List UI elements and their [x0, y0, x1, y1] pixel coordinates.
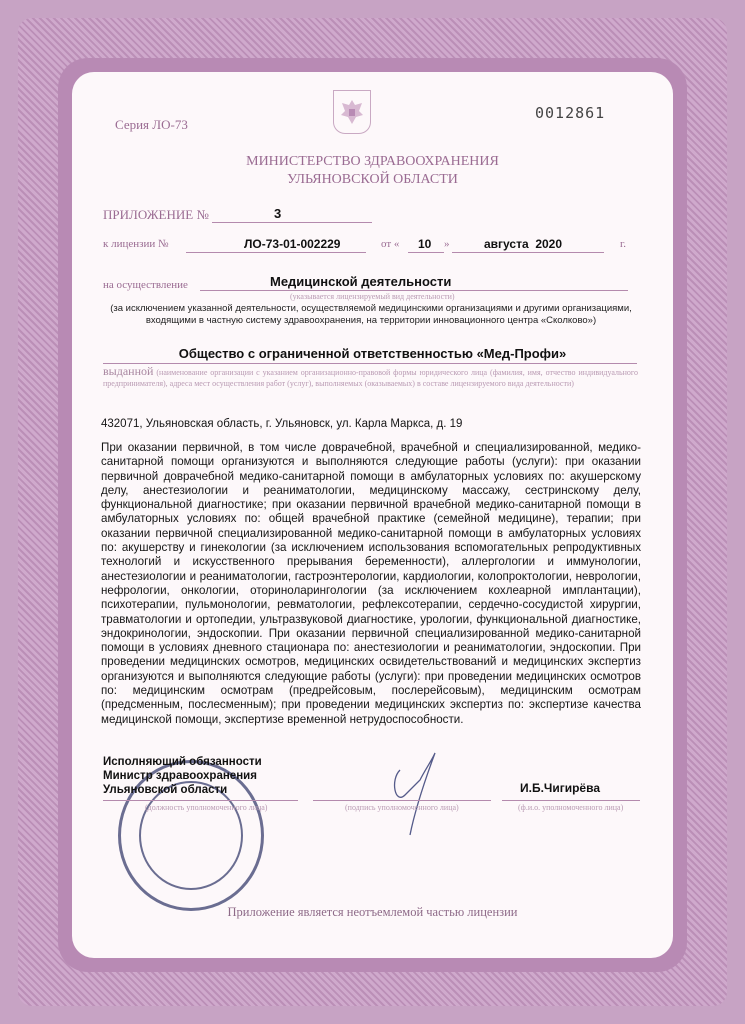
position-line-3: Ульяновской области: [103, 784, 228, 796]
license-month-year: августа 2020: [484, 237, 563, 251]
license-label: к лицензии №: [103, 238, 169, 250]
year-suffix: г.: [620, 238, 627, 250]
issued-label: выданной: [103, 364, 154, 378]
organization-caption: [103, 366, 638, 389]
position-caption: (должность уполномоченного лица): [145, 803, 268, 812]
signatory-name: И.Б.Чигирёва: [520, 781, 600, 795]
position-line-1: Исполняющий обязанности: [103, 756, 262, 768]
license-number: ЛО-73-01-002229: [244, 237, 341, 251]
works-description: При оказании первичной, в том числе доврачебной, врачебной и специализированной, медико-санитарной помощи организуются и выполняются следующие работы (услуги): при оказании первичной доврачебной медико-санитарной помощи в амбулаторных условиях по: акушерскому делу, анестезиологии и реаниматологии, медицинскому массажу, сестринскому делу, функциональной диагностике; при оказании первичной врачебной медико-санитарной помощи в амбулаторных условиях по: общей врачебной практике (семейной медицине), терапии; при оказании первичной специализированной медико-санитарной помощи в амбулаторных условиях по: акушерству и гинекологии (за исключением использования вспомогательных репродуктивных технологий и искусственного прерывания беременности), аллергологии и иммунологии, анестезиологии и реаниматологии, гастроэнтерологии, кардиологии, колопроктологии, неврологии, нефрологии, онкологии, оториноларингологии (за исключением кохлеарной имплантации), психотерапии, пульмонологии, ревматологии, рефлексотерапии, сердечно-сосудистой хирургии, травматологии и ортопедии, ультразвуковой диагностике, урологии, функциональной диагностике, эндокринологии, эндоскопии. При оказании первичной специализированной медико-санитарной помощи в условиях дневного стационара по: анестезиологии и реаниматологии, эндоскопии. При проведении медицинских осмотров, медицинских освидетельствований и медицинских экспертиз организуются и выполняются следующие работы (услуги): при проведении медицинских осмотров по: медицинским осмотрам (предрейсовым, послерейсовым), медицинским осмотрам (предсменным, послесменным); при проведении медицинских экспертиз по: экспертизе качества медицинской помощи, экспертизе временной нетрудоспособности.: [101, 441, 641, 726]
ministry-title: [0, 153, 745, 189]
name-caption: (ф.и.о. уполномоченного лица): [518, 803, 624, 812]
appendix-number: 3: [274, 206, 282, 221]
signatory-position: [103, 755, 262, 797]
activity-value: Медицинской деятельности: [270, 274, 452, 289]
organization-name: Общество с ограниченной ответственностью «Мед-Профи»: [178, 346, 567, 361]
position-line-2: Министр здравоохранения: [103, 770, 257, 782]
form-number: 0012861: [535, 104, 606, 122]
series-label: Серия ЛО-73: [115, 117, 188, 132]
coat-of-arms-emblem: [333, 90, 371, 134]
activity-label: на осуществление: [103, 279, 188, 291]
activity-caption: (указывается лицензируемый вид деятельности): [290, 292, 455, 301]
quote-close: »: [444, 238, 450, 250]
signature-caption: (подпись уполномоченного лица): [345, 803, 459, 812]
organization-address: 432071, Ульяновская область, г. Ульяновск, ул. Карла Маркса, д. 19: [101, 418, 463, 430]
organization-caption-text: (наименование организации с указанием организационно-правовой формы юридического лица (фамилия, имя, отчество индивидуального предпринимателя), адреса мест осуществления работ (услуг), выполняемых (оказываемых) в составе лицензируемого вида деятельности): [103, 368, 639, 388]
license-from-label: от «: [381, 238, 400, 250]
handwritten-signature: [370, 750, 450, 840]
activity-note: (за исключением указанной деятельности, осуществляемой медицинскими организациями и другими организациями, входящими в частную систему здравоохранения, на территории инновационного центра «Сколково»): [110, 303, 632, 326]
eagle-icon: [339, 97, 365, 127]
ministry-line-1: МИНИСТЕРСТВО ЗДРАВООХРАНЕНИЯ: [246, 154, 499, 169]
footer-note: Приложение является неотъемлемой частью лицензии: [227, 905, 518, 919]
appendix-label: ПРИЛОЖЕНИЕ №: [103, 207, 209, 222]
ministry-line-2: УЛЬЯНОВСКОЙ ОБЛАСТИ: [287, 172, 458, 187]
license-day: 10: [418, 237, 432, 251]
